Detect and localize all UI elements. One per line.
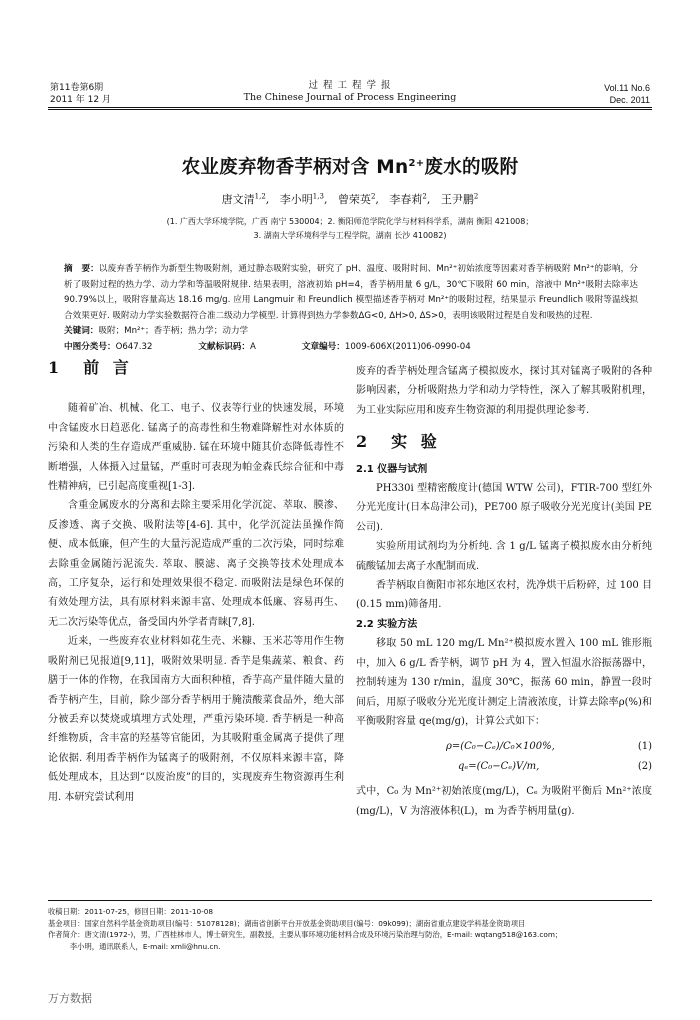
- clc-value: O647.32: [115, 341, 153, 352]
- title-sup: 2+: [408, 157, 425, 169]
- title-main: 农业废弃物香芋柄对含 Mn: [181, 157, 409, 178]
- watermark: 万方数据: [48, 992, 92, 1005]
- volume-en: Vol.11 No.6: [604, 83, 650, 93]
- abstract-label: 摘 要：: [64, 264, 99, 274]
- paragraph: 废弃的香芋柄处理含锰离子模拟废水，探讨其对锰离子吸附的各种影响因素，分析吸附热力学和动力学特性，深入了解其吸附机理，为工业实际应用和废弃生物资源的利用提供理论参考.: [356, 366, 652, 416]
- paragraph: PH330i 型精密酸度计(德国 WTW 公司)，FTIR-700 型红外分光光度计(日本岛津公司)，PE700 原子吸收分光光度计(美国 PE 公司).: [356, 483, 652, 533]
- classification-row: 中图分类号：O647.32 文献标识码：A 文章编号：1009-606X(2011)06-0990-04: [64, 341, 471, 352]
- equation-number: (2): [637, 760, 652, 772]
- footnote-line: 作者简介：唐文清(1972-)，男，广西桂林市人，博士研究生，副教授，主要从事环境功能材料合成及环境污染治理与防治，E-mail: wqtang518@163.com；: [48, 930, 563, 939]
- journal-name-cn: 过 程 工 程 学 报: [308, 80, 392, 91]
- author: 唐文清$^{1,2}$: [221, 192, 266, 206]
- journal-name: [220, 80, 480, 104]
- equation-body: ρ=(C₀−Cₑ)/C₀×100%,: [446, 741, 555, 753]
- affiliation-line: 3. 湖南大学环境科学与工程学院，湖南 长沙 410082): [253, 231, 447, 240]
- keywords: 关键词：吸附；Mn²⁺；香芋柄；热力学；动力学: [64, 326, 249, 337]
- author-list: 唐文清$^{1,2}$, 李小明$^{1,3}$, 曾荣英$^2$, 李春莉$^2$, 王尹鹏$^2$: [221, 192, 479, 206]
- footnote: [48, 906, 652, 952]
- journal-name-en: The Chinese Journal of Process Engineering: [243, 92, 457, 103]
- paragraph: 实验所用试剂均为分析纯. 含 1 g/L 锰离子模拟废水由分析纯硫酸锰加去离子水配制而成.: [356, 541, 652, 572]
- journal-volume: [604, 82, 650, 106]
- volume-issue: 第11卷第6期: [50, 83, 104, 93]
- equation-1: [356, 737, 652, 756]
- paragraph: 香芋柄取自衡阳市祁东地区农村，洗净烘干后粉碎，过 100 目(0.15 mm)筛备用.: [356, 580, 652, 611]
- issue-date: 2011 年 12 月: [50, 95, 111, 105]
- journal-issue: [50, 82, 111, 106]
- date-en: Dec. 2011: [609, 95, 650, 105]
- paper-title: [0, 153, 700, 179]
- author: 曾荣英$^2$: [337, 192, 376, 206]
- paragraph: 含重金属废水的分离和去除主要采用化学沉淀、萃取、膜渗、反渗透、离子交换、吸附法等[4-6]. 其中，化学沉淀法虽操作简便、成本低廉，但产生的大量污泥造成严重的二次污染，同时综难去除重金属随污泥流失. 萃取、膜滤、离子交换等技术处理成本高，工序复杂，运行和处理效果很不稳定. 而吸附法是绿色环保的有效处理方法，具有原材料来源丰富、处理成本低廉、容易再生、无二次污染等优点，备受国内外学者青睐[7,8].: [48, 500, 344, 628]
- paragraph: 移取 50 mL 120 mg/L Mn²⁺模拟废水置入 100 mL 锥形瓶中，加入 6 g/L 香芋柄，调节 pH 为 4，置入恒温水浴振荡器中，控制转速为 130 r/min，温度 30℃，振荡 60 min，静置一段时间后，用原子吸收分光光度计测定上清液浓度，计算去除率ρ(%)和平衡吸附容量 qe(mg/g)，计算公式如下：: [356, 638, 652, 727]
- paragraph: 近来，一些废弃农业材料如花生壳、米糠、玉米芯等用作生物吸附剂已见报道[9,11]，吸附效果明显. 香芋是集蔬菜、粮食、药膳于一体的作物，在我国南方大面积种植，香芋高产量伴随大量的香芋柄产生，目前，除少部分香芋柄用于腌渍酸菜食品外，绝大部分被丢弃以焚烧或填埋方式处理，严重污染环境. 香芋柄是一种高纤维物质，含丰富的羟基等官能团，为其吸附重金属离子提供了理论依据. 利用香芋柄作为锰离子的吸附剂，不仅原料来源丰富，降低处理成本，且达到“以废治废”的目的，实现废弃生物资源再生利用. 本研究尝试利用: [48, 636, 344, 803]
- title-tail: 废水的吸附: [424, 157, 519, 178]
- header-rule-2: [48, 109, 652, 110]
- equation-2: [356, 757, 652, 776]
- section-heading: 2 实 验: [356, 432, 441, 452]
- section-heading: 1 前 言: [48, 358, 133, 377]
- abstract-text: 以废弃香芋柄作为新型生物吸附剂，通过静态吸附实验，研究了 pH、温度、吸附时间、Mn²⁺初始浓度等因素对香芋柄吸附 Mn²⁺的影响，分析了吸附过程的热力学、动力学和等温吸附规律. 结果表明，溶液初始 pH=4，香芋柄用量 6 g/L，30℃下吸附 60 min，溶液中 Mn²⁺吸附去除率达 90.79%以上，吸附容量高达 18.16 mg/g. 应用 Langmuir 和 Freundlich 模型描述香芋柄对 Mn²⁺的吸附过程，结果显示 Freundlich 吸附等温线拟合效果更好. 吸附动力学实验数据符合准二级动力学模型. 计算得到热力学参数ΔG<0, ΔH>0, ΔS>0，表明该吸附过程是自发和吸热的过程.: [64, 264, 638, 321]
- abstract: [64, 262, 638, 356]
- subsection-heading: 2.1 仪器与试剂: [356, 463, 428, 475]
- author: 李春莉$^2$: [389, 192, 427, 206]
- subsection-heading: 2.2 实验方法: [356, 618, 418, 630]
- keywords-text: 吸附；Mn²⁺；香芋柄；热力学；动力学: [98, 326, 249, 337]
- right-column: [356, 362, 652, 821]
- paragraph: 随着矿冶、机械、化工、电子、仪表等行业的快速发展，环境中含锰废水日趋恶化. 锰离子的高毒性和生物难降解性对水体质的污染和人类的生存造成严重威胁. 锰在环境中随其价态降低毒性不断增强，人体摄入过量锰，严重时可表现为帕金森氏综合征和中毒性精神病，已引起高度重视[1-3].: [48, 403, 344, 493]
- equation-body: qₑ=(C₀−Cₑ)V/m,: [458, 760, 540, 772]
- left-column: [48, 358, 344, 807]
- footnote-line: 李小明，通讯联系人，E-mail: xmli@hnu.cn.: [69, 941, 221, 951]
- footnote-line: 收稿日期：2011-07-25，修回日期：2011-10-08: [48, 907, 214, 916]
- affiliation-line: (1. 广西大学环境学院，广西 南宁 530004；2. 衡阳师范学院化学与材料科学系，湖南 衡阳 421008；: [166, 217, 534, 226]
- paragraph: 式中，C₀ 为 Mn²⁺初始浓度(mg/L)，Cₑ 为吸附平衡后 Mn²⁺浓度(mg/L)，V 为溶液体积(L)，m 为香芋柄用量(g).: [356, 786, 652, 817]
- equation-number: (1): [637, 741, 652, 753]
- footnote-line: 基金项目：国家自然科学基金资助项目(编号：51078128)；湖南省创新平台开放基金资助项目(编号：09k099)；湖南省重点建设学科基金资助项目: [48, 918, 526, 928]
- author: 李小明$^{1,3}$: [279, 192, 324, 206]
- abstract-body: [64, 262, 638, 324]
- header-rule: [48, 107, 652, 108]
- footnote-rule: [48, 900, 652, 901]
- author: 王尹鹏$^2$: [440, 192, 479, 206]
- doc-code: A: [250, 341, 256, 352]
- affiliations: [60, 215, 640, 243]
- article-number: 1009-606X(2011)06-0990-04: [344, 341, 471, 352]
